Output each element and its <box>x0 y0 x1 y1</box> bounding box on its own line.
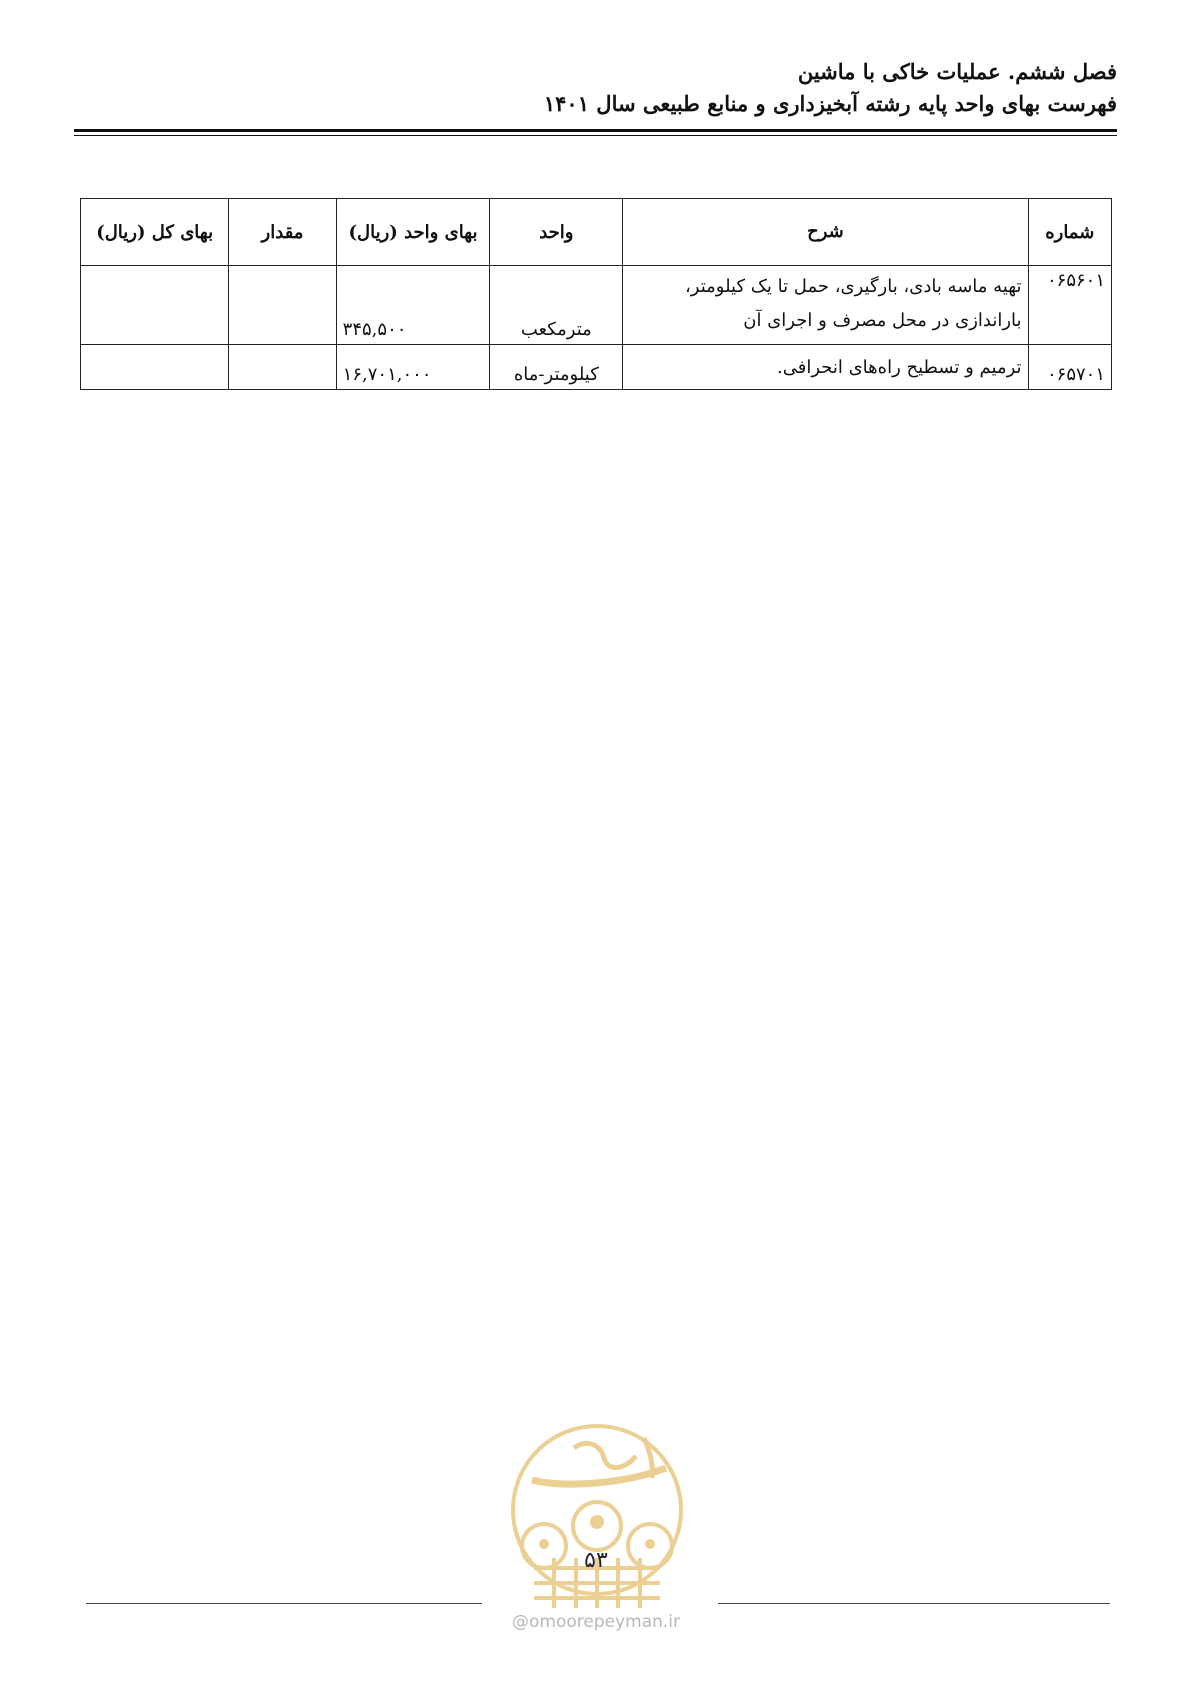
page-header <box>74 56 1117 120</box>
item-description: ترمیم و تسطیح راه‌های انحرافی. <box>623 345 1028 390</box>
item-unit: کیلومتر-ماه <box>490 345 623 390</box>
page-number: ۵۳ <box>584 1548 608 1573</box>
price-table <box>80 198 1112 390</box>
item-quantity <box>229 266 336 345</box>
chapter-title: فصل ششم. عملیات خاکی با ماشین <box>797 59 1117 84</box>
table-header-row <box>81 199 1112 266</box>
website-watermark: @omoorepeyman.ir <box>511 1612 681 1632</box>
footer-rule-left <box>86 1603 482 1604</box>
item-description: تهیه ماسه بادی، بارگیری، حمل تا یک کیلومتر، باراندازی در محل مصرف و اجرای آن <box>623 266 1028 345</box>
item-unit-price: ۱۶,۷۰۱,۰۰۰ <box>336 345 490 390</box>
table-row <box>81 266 1112 345</box>
item-quantity <box>229 345 336 390</box>
header-unit: واحد <box>490 199 623 266</box>
document-title: فهرست بهای واحد پایه رشته آبخیزداری و منابع طبیعی سال ۱۴۰۱ <box>543 91 1117 116</box>
item-number: ۰۶۵۷۰۱ <box>1028 345 1111 390</box>
item-unit-price: ۳۴۵,۵۰۰ <box>336 266 490 345</box>
header-rule-thin <box>74 135 1117 136</box>
header-number: شماره <box>1028 199 1111 266</box>
table-row <box>81 345 1112 390</box>
header-unit-price: بهای واحد (ریال) <box>336 199 490 266</box>
item-unit: مترمکعب <box>490 266 623 345</box>
header-quantity: مقدار <box>229 199 336 266</box>
watermark-seal-logo <box>504 1418 690 1614</box>
item-total-price <box>81 345 229 390</box>
footer-rule-right <box>718 1603 1110 1604</box>
item-number: ۰۶۵۶۰۱ <box>1028 266 1111 345</box>
item-total-price <box>81 266 229 345</box>
header-rule-thick <box>74 129 1117 132</box>
header-description: شرح <box>623 199 1028 266</box>
header-total-price: بهای کل (ریال) <box>81 199 229 266</box>
